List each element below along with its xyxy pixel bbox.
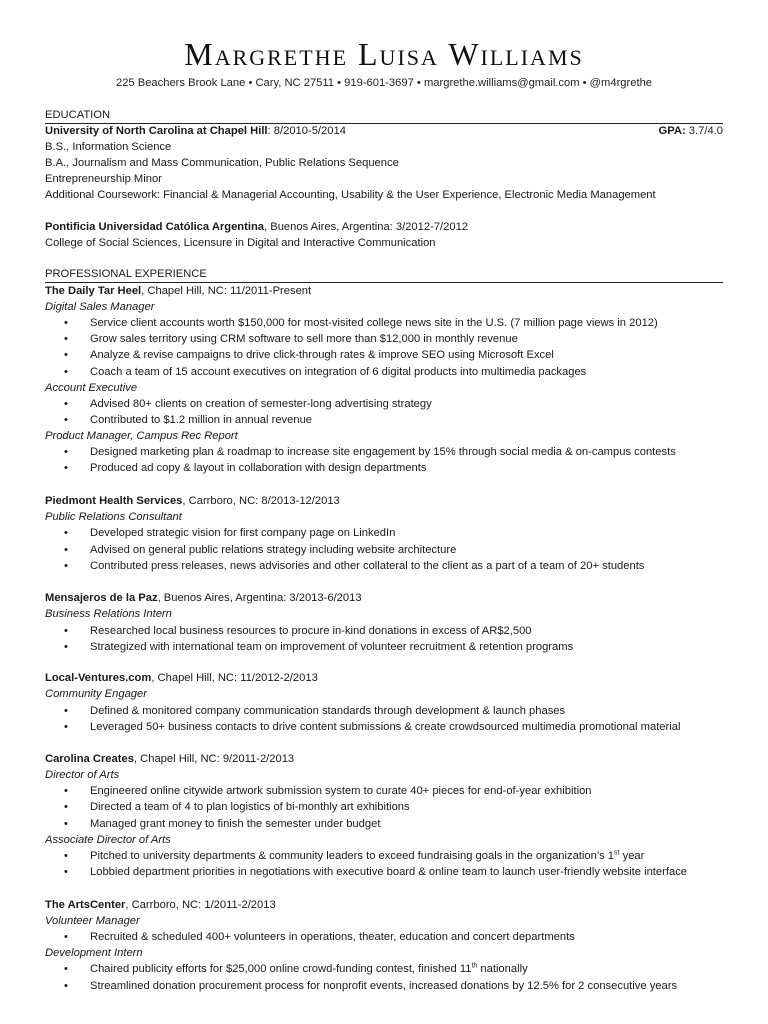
job-details: , Buenos Aires, Argentina: 3/2013-6/2013 bbox=[157, 592, 362, 604]
gpa bbox=[659, 124, 723, 138]
bullet-item: • Service client accounts worth $150,000 for most-visited college news site in the U.S. (7 million page views in 2012) bbox=[64, 317, 658, 329]
bullet-item: • Directed a team of 4 to plan logistics of bi-monthly art exhibitions bbox=[64, 801, 410, 813]
unc-dates: : 8/2010-5/2014 bbox=[267, 125, 346, 137]
bullet-item: • Chaired publicity efforts for $25,000 online crowd-funding contest, finished 11th nationally bbox=[64, 962, 528, 975]
bullet-item: • Contributed to $1.2 million in annual revenue bbox=[64, 414, 313, 426]
job-header bbox=[45, 898, 723, 912]
gpa-value: 3.7/4.0 bbox=[685, 125, 723, 137]
bullet-item: • Produced ad copy & layout in collaboration with design departments bbox=[64, 462, 427, 474]
puca-entry bbox=[45, 220, 723, 234]
job-org: Piedmont Health Services bbox=[45, 495, 183, 507]
resume-name: Margrethe Luisa Williams bbox=[184, 36, 584, 72]
job-role: Account Executive bbox=[45, 382, 138, 394]
bullet-item: • Designed marketing plan & roadmap to increase site engagement by 15% through social media & on-campus contests bbox=[64, 446, 676, 458]
job-details: , Carrboro, NC: 1/2011-2/2013 bbox=[125, 899, 276, 911]
job-role: Public Relations Consultant bbox=[45, 511, 182, 523]
gpa-label: GPA: bbox=[658, 125, 686, 137]
education-heading: EDUCATION bbox=[45, 109, 111, 121]
job-header bbox=[45, 494, 723, 508]
bullet-item: • Recruited & scheduled 400+ volunteers in operations, theater, education and concert departments bbox=[64, 931, 575, 943]
job-details: , Carrboro, NC: 8/2013-12/2013 bbox=[182, 495, 340, 507]
bullet-item: • Researched local business resources to procure in-kind donations in excess of AR$2,500 bbox=[64, 625, 532, 637]
puca-school: Pontificia Universidad Católica Argentina bbox=[45, 221, 265, 233]
bullet-item: • Advised on general public relations strategy including website architecture bbox=[64, 544, 457, 556]
job-role: Product Manager, Campus Rec Report bbox=[45, 430, 238, 442]
unc-entry bbox=[45, 124, 723, 138]
experience-heading: PROFESSIONAL EXPERIENCE bbox=[45, 268, 207, 280]
job-header bbox=[45, 591, 723, 605]
job-role: Director of Arts bbox=[45, 769, 120, 781]
bullet-item: • Leveraged 50+ business contacts to drive content submissions & create crowdsourced multimedia promotional material bbox=[64, 721, 681, 733]
job-header bbox=[45, 671, 723, 685]
degree-line: B.A., Journalism and Mass Communication, Public Relations Sequence bbox=[45, 157, 399, 169]
bullet-item: • Developed strategic vision for first company page on LinkedIn bbox=[64, 527, 396, 539]
job-org: Local-Ventures.com bbox=[45, 672, 152, 684]
degree-line: Entrepreneurship Minor bbox=[45, 173, 162, 185]
bullet-item: • Lobbied department priorities in negotiations with executive board & online team to launch user-friendly website interface bbox=[64, 866, 688, 878]
bullet-item: • Strategized with international team on improvement of volunteer recruitment & retention programs bbox=[64, 641, 574, 653]
job-role: Associate Director of Arts bbox=[45, 834, 171, 846]
job-role: Digital Sales Manager bbox=[45, 301, 155, 313]
bullet-item: • Pitched to university departments & community leaders to exceed fundraising goals in the organization’s 1st year bbox=[64, 849, 645, 862]
bullet-item: • Defined & monitored company communication standards through development & launch phases bbox=[64, 705, 566, 717]
job-org: The Daily Tar Heel bbox=[45, 285, 142, 297]
job-details: , Chapel Hill, NC: 11/2011-Present bbox=[141, 285, 312, 297]
job-header bbox=[45, 284, 723, 298]
job-org: The ArtsCenter bbox=[45, 899, 126, 911]
job-header bbox=[45, 752, 723, 766]
job-org: Mensajeros de la Paz bbox=[45, 592, 158, 604]
job-details: , Chapel Hill, NC: 11/2012-2/2013 bbox=[151, 672, 318, 684]
contact-line: 225 Beachers Brook Lane • Cary, NC 27511 • 919-601-3697 • margrethe.williams@gmail.com • @m4rgrethe bbox=[115, 77, 653, 89]
bullet-item: • Streamlined donation procurement process for nonprofit events, increased donations by 12.5% for 2 consecutive years bbox=[64, 980, 678, 992]
bullet-item: • Coach a team of 15 account executives on integration of 6 digital products into multimedia packages bbox=[64, 366, 587, 378]
experience-rule bbox=[45, 282, 723, 283]
job-role: Volunteer Manager bbox=[45, 915, 140, 927]
bullet-item: • Analyze & revise campaigns to drive click-through rates & improve SEO using Microsoft Excel bbox=[64, 349, 554, 361]
job-org: Carolina Creates bbox=[45, 753, 134, 765]
bullet-item: • Grow sales territory using CRM software to sell more than $12,000 in monthly revenue bbox=[64, 333, 518, 345]
unc-school: University of North Carolina at Chapel Hill bbox=[45, 125, 268, 137]
job-role: Development Intern bbox=[45, 947, 143, 959]
bullet-item: • Engineered online citywide artwork submission system to curate 40+ pieces for end-of-year exhibition bbox=[64, 785, 592, 797]
puca-line: College of Social Sciences, Licensure in Digital and Interactive Communication bbox=[45, 237, 436, 249]
bullet-item: • Contributed press releases, news advisories and other collateral to the client as a part of a team of 20+ students bbox=[64, 560, 645, 572]
job-role: Community Engager bbox=[45, 688, 147, 700]
coursework-line: Additional Coursework: Financial & Managerial Accounting, Usability & the User Experience, Electronic Media Management bbox=[45, 189, 656, 201]
puca-details: , Buenos Aires, Argentina: 3/2012-7/2012 bbox=[264, 221, 469, 233]
bullet-item: • Advised 80+ clients on creation of semester-long advertising strategy bbox=[64, 398, 432, 410]
degree-line: B.S., Information Science bbox=[45, 141, 172, 153]
bullet-item: • Managed grant money to finish the semester under budget bbox=[64, 818, 381, 830]
job-details: , Chapel Hill, NC: 9/2011-2/2013 bbox=[133, 753, 295, 765]
job-role: Business Relations Intern bbox=[45, 608, 172, 620]
